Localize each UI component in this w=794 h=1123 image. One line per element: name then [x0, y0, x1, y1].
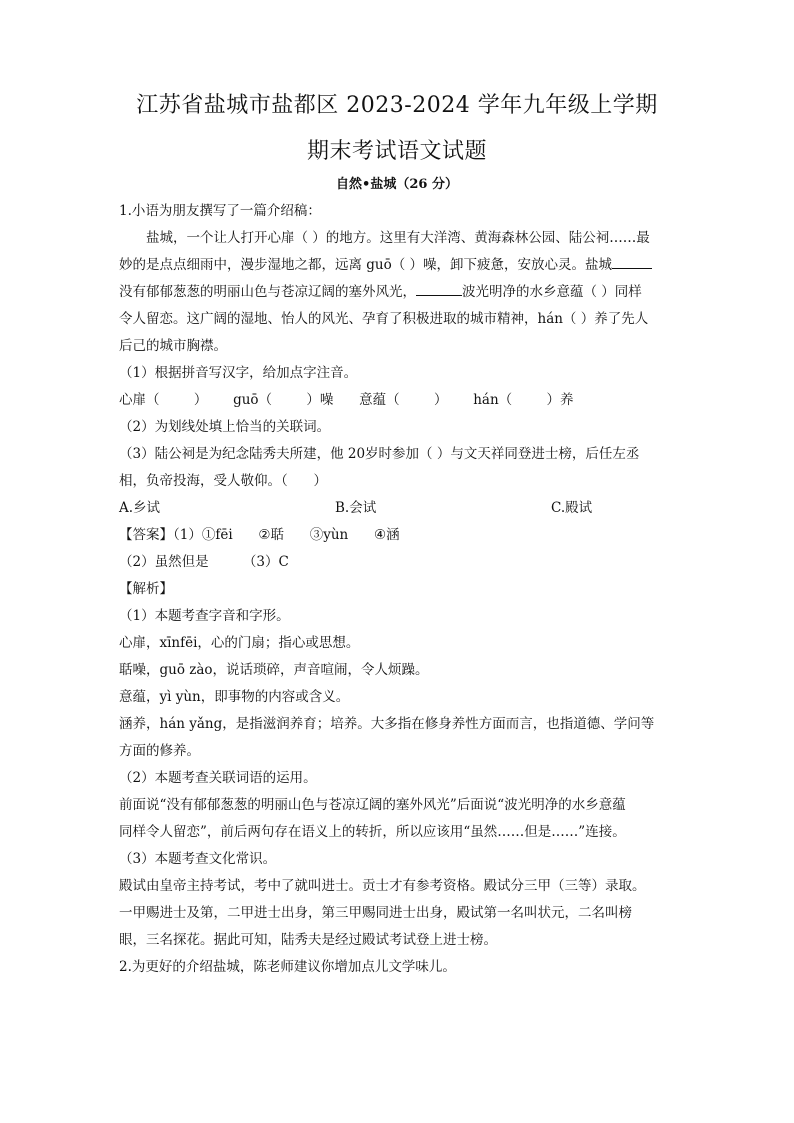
analysis-line-13: 眼，三名探花。据此可知，陆秀夫是经过殿试考试登上进士榜。: [119, 932, 497, 948]
fill-blank-1[interactable]: [612, 254, 652, 269]
analysis-line-3: 聒噪，guō zào，说话琐碎，声音喧闹，令人烦躁。: [119, 662, 429, 678]
subquestion-2: （2）为划线处填上恰当的关联词。: [119, 419, 331, 435]
answer-line-1: 【答案】（1）①fēi ②聒 ③yùn ④涵: [119, 527, 400, 543]
subquestion-3-line2: 相，负帝投海，受人敬仰。（ ）: [119, 473, 327, 489]
analysis-label: 【解析】: [119, 581, 173, 597]
analysis-line-1: （1）本题考查字音和字形。: [119, 608, 290, 624]
exam-title-line1: 江苏省盐城市盐都区 2023-2024 学年九年级上学期: [136, 93, 658, 118]
analysis-line-9: 同样令人留恋”，前后两句存在语义上的转折，所以应该用“虽然……但是……”连接。: [119, 824, 626, 840]
answer-line-2: （2）虽然但是 （3）C: [119, 554, 289, 570]
option-a[interactable]: A.乡试: [119, 500, 161, 516]
analysis-line-8: 前面说“没有郁郁葱葱的明丽山色与苍凉辽阔的塞外风光”后面说“波光明净的水乡意蕴: [119, 797, 626, 813]
passage-line-3: [119, 279, 675, 306]
subquestion-1: （1）根据拼音写汉字，给加点字注音。: [119, 365, 358, 381]
passage-line-3-text-b: 波光明净的水乡意蕴（ ）同样: [462, 284, 642, 300]
analysis-line-11: 殿试由皇帝主持考试，考中了就叫进士。贡士才有参考资格。殿试分三甲（三等）录取。: [119, 878, 646, 894]
question-1-stem: 1.小语为朋友撰写了一篇介绍稿：: [119, 203, 321, 219]
passage-line-3-text-a: 没有郁郁葱葱的明丽山色与苍凉辽阔的塞外风光，: [119, 284, 416, 300]
analysis-line-2: 心扉，xīnfēi，心的门扇；指心或思想。: [119, 635, 360, 651]
exam-page: [119, 92, 675, 981]
subquestion-1-blanks: 心扉（ ） guō（ ）噪 意蕴（ ） hán（ ）养: [119, 392, 574, 408]
fill-blank-2[interactable]: [416, 281, 462, 296]
option-b[interactable]: B.会试: [335, 500, 377, 516]
question-2-stem: 2.为更好的介绍盐城，陈老师建议你增加点儿文学味儿。: [119, 959, 456, 975]
passage-line-2-text: 妙的是点点细雨中，漫步湿地之都，远离 guō（ ）噪，卸下疲惫，安放心灵。盐城: [119, 257, 613, 273]
choice-options: [119, 495, 675, 522]
analysis-line-7: （2）本题考查关联词语的运用。: [119, 770, 317, 786]
analysis-line-5: 涵养，hán yǎng，是指滋润养育；培养。大多指在修身养性方面而言，也指道德、学问等: [119, 716, 655, 732]
analysis-line-6: 方面的修养。: [119, 743, 200, 759]
analysis-line-12: 一甲赐进士及第，二甲进士出身，第三甲赐同进士出身，殿试第一名叫状元，二名叫榜: [119, 905, 632, 921]
passage-line-1: 盐城，一个让人打开心扉（ ）的地方。这里有大洋湾、黄海森林公园、陆公祠……最: [146, 230, 650, 246]
analysis-line-10: （3）本题考查文化常识。: [119, 851, 277, 867]
subquestion-3-line1: （3）陆公祠是为纪念陆秀夫所建，他 20岁时参加（ ）与文天祥同登进士榜，后任左丞: [119, 446, 640, 462]
section-heading: 自然•盐城（26 分）: [336, 177, 458, 192]
option-c[interactable]: C.殿试: [551, 500, 593, 516]
passage-line-5: 后己的城市胸襟。: [119, 338, 227, 354]
exam-title-line2: 期末考试语文试题: [306, 139, 487, 164]
analysis-line-4: 意蕴，yì yùn，即事物的内容或含义。: [119, 689, 350, 705]
passage-line-4: 令人留恋。这广阔的湿地、怡人的风光、孕育了积极进取的城市精神，hán（ ）养了先人: [119, 311, 649, 327]
passage-line-2: [119, 252, 675, 279]
